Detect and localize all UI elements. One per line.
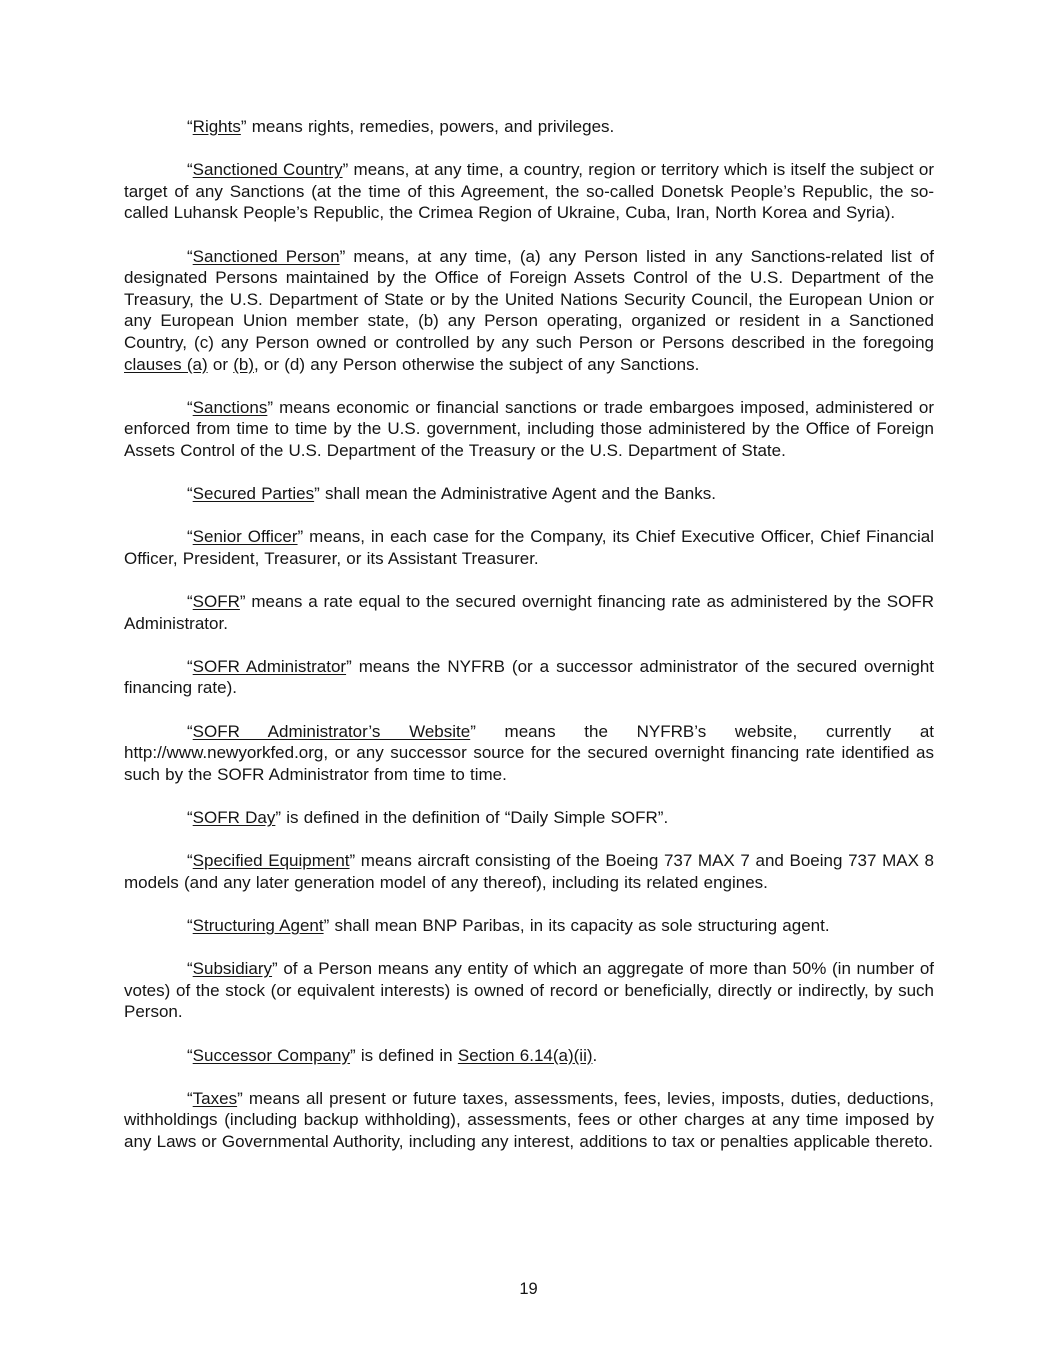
defined-term: Senior Officer bbox=[192, 527, 298, 547]
definition-paragraph bbox=[124, 656, 934, 699]
paragraph-text: “ bbox=[187, 915, 193, 935]
definition-paragraph bbox=[124, 116, 934, 138]
paragraph-text: ” means, at any time, a country, region or territory which is itself the subject or target of any Sanctions (at the time of this Agreement, the so-called Donetsk People’s Republic, the so-called Luhansk People’s Republic, the Crimea Region of Ukraine, Cuba, Iran, North Korea and Syria). bbox=[124, 160, 934, 223]
paragraph-text: “ bbox=[187, 721, 193, 741]
paragraph-text: ” means, in each case for the Company, its Chief Executive Officer, Chief Financial Officer, President, Treasurer, or its Assistant Treasurer. bbox=[124, 527, 934, 568]
paragraph-text: “ bbox=[187, 808, 193, 827]
paragraph-text: “ bbox=[187, 117, 193, 136]
paragraph-text: or bbox=[207, 354, 234, 374]
defined-term: SOFR Administrator bbox=[192, 656, 347, 676]
paragraph-text: “ bbox=[187, 484, 193, 504]
defined-term: Secured Parties bbox=[192, 484, 315, 504]
paragraph-text: ” means rights, remedies, powers, and privileges. bbox=[240, 117, 615, 136]
paragraph-text: ” is defined in the definition of “Daily Simple SOFR”. bbox=[275, 808, 669, 827]
paragraph-text: “ bbox=[187, 1045, 193, 1065]
paragraph-text: “ bbox=[187, 656, 193, 676]
definition-paragraph bbox=[124, 915, 934, 937]
definition-paragraph bbox=[124, 1045, 934, 1067]
definition-paragraph bbox=[124, 483, 934, 505]
defined-term: SOFR Day bbox=[192, 808, 276, 827]
paragraph-text: , or (d) any Person otherwise the subject of any Sanctions. bbox=[253, 354, 700, 374]
definition-paragraph bbox=[124, 591, 934, 634]
definition-paragraph bbox=[124, 159, 934, 224]
definition-paragraph bbox=[124, 397, 934, 462]
definition-paragraph bbox=[124, 807, 934, 829]
paragraph-text: ” means all present or future taxes, assessments, fees, levies, imposts, duties, deductions, withholdings (including backup withholding), assessments, fees or other charges at any time imposed by any Laws or Governmental Authority, including any interest, additions to tax or penalties applicable thereto. bbox=[124, 1088, 934, 1151]
paragraph-text: ” shall mean the Administrative Agent and the Banks. bbox=[314, 484, 716, 504]
paragraph-text: “ bbox=[187, 160, 193, 180]
defined-term: SOFR Administrator’s Website bbox=[192, 721, 471, 741]
defined-term: Successor Company bbox=[192, 1045, 351, 1065]
paragraph-text: ” shall mean BNP Paribas, in its capacity as sole structuring agent. bbox=[323, 915, 830, 935]
defined-term: clauses (a) bbox=[124, 354, 208, 374]
defined-term: (b) bbox=[233, 354, 254, 374]
paragraph-text: “ bbox=[187, 397, 193, 417]
defined-term: Sanctioned Person bbox=[192, 246, 340, 266]
defined-term: Taxes bbox=[192, 1088, 238, 1108]
paragraph-text: . bbox=[592, 1045, 598, 1065]
defined-term: Sanctioned Country bbox=[192, 160, 343, 180]
definition-paragraph bbox=[124, 721, 934, 786]
paragraph-text: “ bbox=[187, 959, 193, 979]
paragraph-text: “ bbox=[187, 851, 193, 871]
page-footer bbox=[0, 1279, 1057, 1300]
paragraph-text: ” means, at any time, (a) any Person listed in any Sanctions-related list of designated Persons maintained by the Office of Foreign Assets Control of the U.S. Department of the Treasury, the U.S. Department of State or by the United Nations Security Council, the European Union or any European Union member state, (b) any Person operating, organized or resident in a Sanctioned Country, (c) any Person owned or controlled by any such Person or Persons described in the foregoing bbox=[124, 246, 934, 352]
defined-term: Sanctions bbox=[192, 397, 268, 417]
paragraph-text: “ bbox=[187, 246, 193, 266]
paragraph-text: ” means aircraft consisting of the Boeing 737 MAX 7 and Boeing 737 MAX 8 models (and any later generation model of any thereof), including its related engines. bbox=[124, 851, 934, 892]
paragraph-text: “ bbox=[187, 592, 193, 612]
paragraph-text: ” means economic or financial sanctions or trade embargoes imposed, administered or enforced from time to time by the U.S. government, including those administered by the Office of Foreign Assets Control of the U.S. Department of the Treasury or the U.S. Department of State. bbox=[124, 397, 934, 460]
defined-term: Rights bbox=[192, 117, 241, 136]
definition-paragraph bbox=[124, 526, 934, 569]
paragraph-text: “ bbox=[187, 527, 193, 547]
defined-term: Subsidiary bbox=[192, 959, 273, 979]
paragraph-text: “ bbox=[187, 1088, 193, 1108]
paragraph-text: ” is defined in bbox=[350, 1045, 458, 1065]
defined-term: Specified Equipment bbox=[192, 851, 350, 871]
defined-term: Structuring Agent bbox=[192, 915, 324, 935]
paragraph-text: ” means the NYFRB’s website, currently at http://www.newyorkfed.org, or any successor source for the secured overnight financing rate identified as such by the SOFR Administrator from time to time. bbox=[124, 721, 934, 784]
defined-term: SOFR bbox=[192, 592, 240, 612]
document-body bbox=[124, 116, 934, 1174]
definition-paragraph bbox=[124, 958, 934, 1023]
paragraph-text: ” of a Person means any entity of which an aggregate of more than 50% (in number of votes) of the stock (or equivalent interests) is owned of record or beneficially, directly or indirectly, by such Person. bbox=[124, 959, 934, 1022]
page-number: 19 bbox=[519, 1280, 538, 1298]
definition-paragraph bbox=[124, 1088, 934, 1153]
defined-term: Section 6.14(a)(ii) bbox=[457, 1045, 593, 1065]
paragraph-text: ” means a rate equal to the secured overnight financing rate as administered by the SOFR Administrator. bbox=[124, 592, 934, 633]
definition-paragraph bbox=[124, 850, 934, 893]
definition-paragraph bbox=[124, 246, 934, 376]
paragraph-text: ” means the NYFRB (or a successor administrator of the secured overnight financing rate). bbox=[124, 656, 934, 698]
